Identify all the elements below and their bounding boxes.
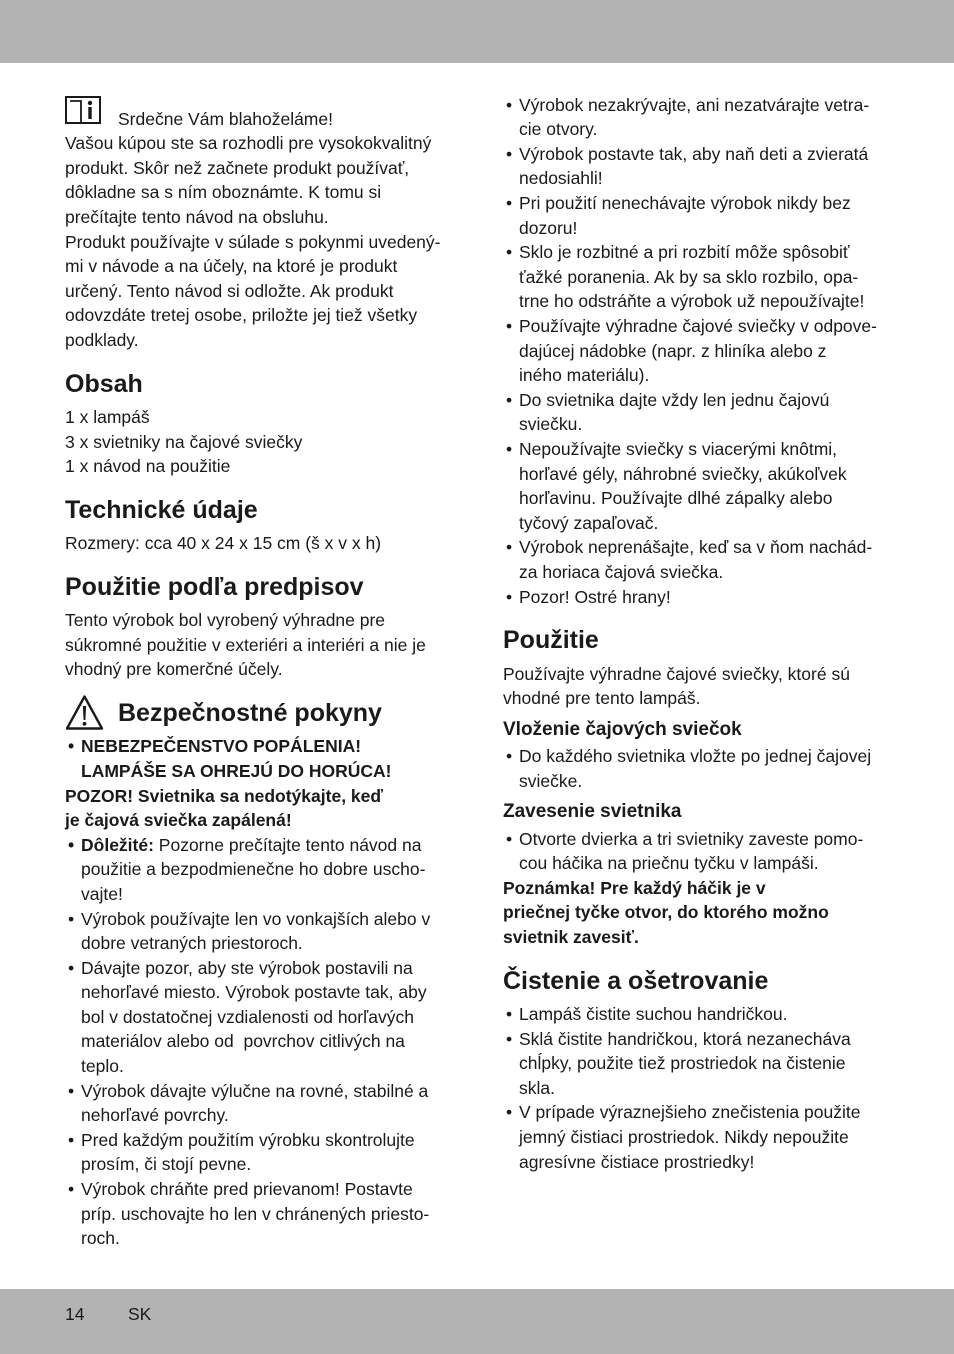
safety-bullet-item xyxy=(65,1128,445,1177)
bullet-marker: • xyxy=(506,439,513,459)
safety-bullet-item xyxy=(503,142,903,191)
hanging-bullet-text: Otvorte dvierka a tri svietniky zaveste pomo- cou háčika na priečnu tyčku v lampáši. xyxy=(519,828,864,874)
top-bar xyxy=(0,0,954,63)
safety-bullet-item xyxy=(503,93,903,142)
safety-bullet-item xyxy=(503,437,903,535)
safety-bullet-item xyxy=(503,191,903,240)
bullet-marker: • xyxy=(506,1102,513,1123)
contents-item: 1 x návod na použitie xyxy=(65,456,231,477)
insert-bullet-item xyxy=(503,744,903,793)
safety-bullet-text: Pri použití nenechávajte výrobok nikdy bez dozoru! xyxy=(519,193,851,238)
bullet-marker: • xyxy=(68,957,75,978)
bullet-marker: • xyxy=(506,242,513,263)
safety-bullet-text: Sklo je rozbitné a pri rozbití môže spôsobiť ťažké poranenia. Ak by sa sklo rozbilo, opa- trne ho odstráňte a výrobok už nepoužívajte! xyxy=(519,242,865,312)
bullet-marker: • xyxy=(506,746,513,767)
safety-bullet-text: Pozor! Ostré hrany! xyxy=(519,586,671,607)
safety-bullet-item xyxy=(503,535,903,584)
safety-bullet-text: Pred každým použitím výrobku skontrolujte prosím, či stojí pevne. xyxy=(81,1129,415,1175)
cleaning-bullet-item xyxy=(503,1027,903,1101)
bullet-marker: • xyxy=(506,316,513,337)
safety-bullet-text: Používajte výhradne čajové sviečky v odpove- dajúcej nádobke (napr. z hliníka alebo z iného materiálu). xyxy=(519,316,877,386)
danger-bullet-text: NEBEZPEČENSTVO POPÁLENIA! LAMPÁŠE SA OHREJÚ DO HORÚCA! xyxy=(81,736,392,781)
cleaning-bullet-text: V prípade výraznejšieho znečistenia použite jemný čistiaci prostriedok. Nikdy nepoužite agresívne čistiace prostriedky! xyxy=(519,1102,861,1172)
intended-use-text: Tento výrobok bol vyrobený výhradne pre súkromné použitie v exteriéri a interiéri a nie je vhodný pre komerčné účely. xyxy=(65,610,426,680)
intended-use-heading: Použitie podľa predpisov xyxy=(65,572,364,601)
hanging-note: Poznámka! Pre každý háčik je v priečnej tyčke otvor, do ktorého možno svietnik zavesiť. xyxy=(503,877,829,948)
safety-bullet-item xyxy=(65,1177,445,1251)
bullet-marker: • xyxy=(68,834,75,855)
cleaning-section xyxy=(503,966,903,1175)
cleaning-heading: Čistenie a ošetrovanie xyxy=(503,966,769,995)
bullet-marker: • xyxy=(506,1028,513,1049)
bullet-marker: • xyxy=(506,193,513,214)
dimensions-text: Rozmery: cca 40 x 24 x 15 cm (š x v x h) xyxy=(65,533,382,554)
safety-bullet-text: Nepoužívajte sviečky s viacerými knôtmi, horľavé gély, náhrobné sviečky, akúkoľvek horľavinu. Používajte dlhé zápalky alebo tyčový zapaľovač. xyxy=(519,439,847,533)
safety-bullet-text: Výrobok neprenášajte, keď sa v ňom nachád- za horiaca čajová sviečka. xyxy=(519,537,873,582)
insert-candles-subheading: Vloženie čajových sviečok xyxy=(503,718,742,740)
usage-text: Používajte výhradne čajové sviečky, ktoré sú vhodné pre tento lampáš. xyxy=(503,663,850,709)
greeting: Srdečne Vám blahoželáme! xyxy=(118,108,333,129)
danger-bullet-item xyxy=(65,734,445,783)
safety-bullet-text: Do svietnika dajte vždy len jednu čajovú sviečku. xyxy=(519,389,830,435)
safety-bullet-item xyxy=(503,314,903,388)
usage-heading: Použitie xyxy=(503,626,599,655)
safety-section xyxy=(65,698,445,1251)
contents-item: 3 x svietniky na čajové sviečky xyxy=(65,431,303,452)
left-column xyxy=(65,107,445,1251)
safety-heading: Bezpečnostné pokyny xyxy=(118,698,382,727)
hanging-bullet-item xyxy=(503,827,903,876)
important-bullet-item xyxy=(65,833,445,907)
bullet-marker: • xyxy=(506,537,513,558)
insert-bullet-text: Do každého svietnika vložte po jednej čajovej sviečke. xyxy=(519,746,872,791)
usage-section xyxy=(503,625,903,950)
important-text: Pozorne prečítajte tento návod na použitie a bezpodmienečne ho dobre uscho- vajte! xyxy=(81,834,426,904)
bullet-marker: • xyxy=(506,586,513,607)
safety-bullet-text: Výrobok používajte len vo vonkajších alebo v dobre vetraných priestoroch. xyxy=(81,908,431,954)
danger-note: POZOR! Svietnika sa nedotýkajte, keď je čajová sviečka zapálená! xyxy=(65,785,383,831)
hanging-subheading: Zavesenie svietnika xyxy=(503,801,682,823)
safety-bullet-item xyxy=(65,907,445,956)
important-label: Dôležité: xyxy=(81,834,154,855)
bullet-marker: • xyxy=(506,828,513,849)
right-column xyxy=(503,93,903,1175)
safety-bullet-item xyxy=(503,585,903,610)
safety-bullet-text: Výrobok postavte tak, aby naň deti a zvieratá nedosiahli! xyxy=(519,143,869,189)
contents-section xyxy=(65,369,445,479)
intended-use-section xyxy=(65,572,445,682)
safety-bullet-text: Výrobok nezakrývajte, ani nezatvárajte vetra- cie otvory. xyxy=(519,94,870,140)
safety-bullet-item xyxy=(65,1079,445,1128)
cleaning-bullet-item xyxy=(503,1100,903,1174)
page-number: 14 xyxy=(65,1304,85,1324)
bullet-marker: • xyxy=(68,1080,75,1101)
safety-bullet-text: Výrobok chráňte pred prievanom! Postavte príp. uschovajte ho len v chránených priesto- roch. xyxy=(81,1179,430,1249)
bullet-marker: • xyxy=(68,908,75,929)
safety-bullet-text: Dávajte pozor, aby ste výrobok postavili na nehorľavé miesto. Výrobok postavte tak, aby bol v dostatočnej vzdialenosti od horľavých materiálov alebo od povrchov citlivých na teplo. xyxy=(81,957,427,1077)
intro-section xyxy=(65,107,445,353)
bullet-marker: • xyxy=(506,94,513,115)
safety-continued-section xyxy=(503,93,903,609)
safety-bullet-item xyxy=(65,956,445,1079)
safety-bullet-text: Výrobok dávajte výlučne na rovné, stabilné a nehorľavé povrchy. xyxy=(81,1080,429,1126)
cleaning-bullet-text: Sklá čistite handričkou, ktorá nezanecháva chĺpky, použite tiež prostriedok na čistenie skla. xyxy=(519,1028,851,1098)
contents-item: 1 x lampáš xyxy=(65,407,150,428)
cleaning-bullet-text: Lampáš čistite suchou handričkou. xyxy=(519,1004,788,1025)
bullet-marker: • xyxy=(68,736,75,757)
bullet-marker: • xyxy=(68,1179,75,1200)
safety-bullet-item xyxy=(503,388,903,437)
safety-bullet-item xyxy=(503,240,903,314)
bullet-marker: • xyxy=(506,1004,513,1025)
bullet-marker: • xyxy=(506,389,513,410)
intro-paragraph: Vašou kúpou ste sa rozhodli pre vysokokvalitný produkt. Skôr než začnete produkt používať, dôkladne sa s ním oboznámte. K tomu si prečítajte tento návod na obsluhu. xyxy=(65,133,432,228)
intro-paragraph: Produkt používajte v súlade s pokynmi uvedený- mi v návode a na účely, na ktoré je produkt určený. Tento návod si odložte. Ak produkt odovzdáte tretej osobe, priložte jej tiež všetky podklady. xyxy=(65,231,441,351)
language-code: SK xyxy=(128,1304,152,1324)
bullet-marker: • xyxy=(68,1129,75,1150)
technical-section xyxy=(65,495,445,556)
bullet-marker: • xyxy=(506,143,513,164)
contents-heading: Obsah xyxy=(65,369,143,398)
technical-heading: Technické údaje xyxy=(65,495,258,524)
cleaning-bullet-item xyxy=(503,1002,903,1027)
